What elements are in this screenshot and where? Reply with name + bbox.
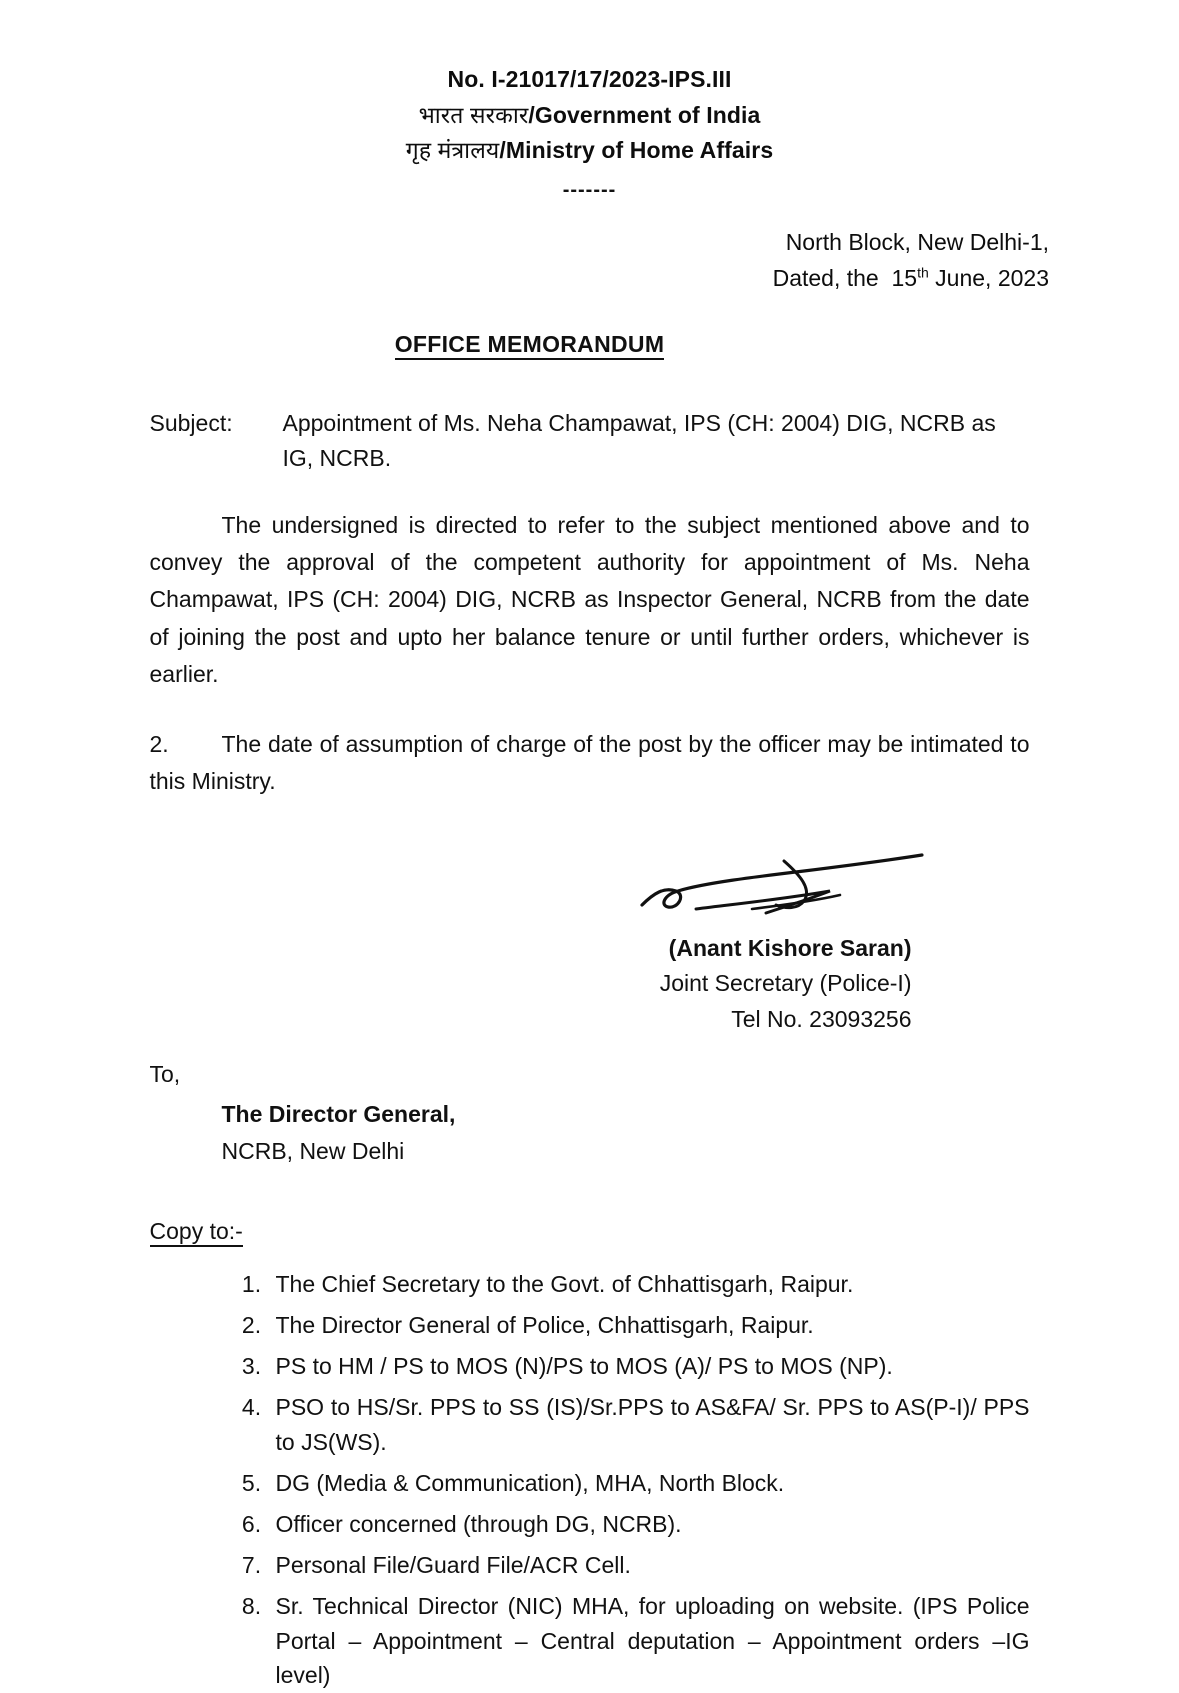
addressee-line-2: NCRB, New Delhi [221, 1138, 405, 1165]
paragraph-2-text: The date of assumption of charge of the post by the officer may be intimated to this Ministry. [149, 731, 1030, 795]
list-item: 3. PS to HM / PS to MOS (N)/PS to MOS (A)/ PS to MOS (NP). [268, 1349, 1030, 1384]
signatory-block [150, 931, 1030, 1038]
subject-text: Appointment of Ms. Neha Champawat, IPS (CH: 2004) DIG, NCRB as IG, NCRB. [282, 409, 996, 472]
paragraph-2-number: 2. [149, 731, 169, 758]
date-superscript: th [917, 264, 929, 281]
subject-row [150, 406, 1030, 477]
header-divider: ------- [562, 178, 617, 201]
list-item: 1. The Chief Secretary to the Govt. of Chhattisgarh, Raipur. [268, 1267, 1030, 1302]
addressee-line-1: The Director General, [221, 1101, 456, 1128]
list-item: 6. Officer concerned (through DG, NCRB). [268, 1507, 1030, 1542]
address-place: North Block, New Delhi-1, [785, 228, 1049, 255]
signatory-designation: Joint Secretary (Police-I) [659, 970, 912, 997]
paragraph-2 [150, 726, 1030, 801]
addressee-to: To, [149, 1060, 181, 1087]
ministry-line: गृह मंत्रालय/Ministry of Home Affairs [405, 137, 774, 164]
government-line: भारत सरकार/Government of India [418, 101, 761, 128]
signatory-telephone: Tel No. 23093256 [731, 1005, 912, 1032]
address-date [0, 260, 1049, 296]
page-title [0, 331, 1179, 358]
copy-to-heading [150, 1218, 1030, 1245]
list-item: 4. PSO to HS/Sr. PPS to SS (IS)/Sr.PPS to AS&FA/ Sr. PPS to AS(P-I)/ PPS to JS(WS). [268, 1390, 1030, 1460]
addressee-block [150, 1056, 1030, 1170]
government-devanagari: भारत सरकार [418, 101, 529, 128]
list-item: 8. Sr. Technical Director (NIC) MHA, for uploading on website. (IPS Police Portal – Appointment – Central deputation – Appointment orders –IG level) [268, 1589, 1030, 1693]
copy-to-list [150, 1267, 1030, 1693]
list-item: 5. DG (Media & Communication), MHA, North Block. [268, 1466, 1030, 1501]
document-header [0, 62, 1179, 202]
ministry-english: Ministry of Home Affairs [505, 137, 774, 164]
address-block [0, 224, 1179, 297]
paragraph-1: The undersigned is directed to refer to the subject mentioned above and to convey the approval of the competent authority for appointment of Ms. Neha Champawat, IPS (CH: 2004) DIG, NCRB as Inspector General, NCRB from the date of joining the post and upto her balance tenure or until further orders, whichever is earlier. [149, 511, 1030, 687]
signatory-name: (Anant Kishore Saran) [668, 934, 912, 961]
government-english: Government of India [534, 101, 761, 128]
signature-area [150, 843, 1030, 935]
date-day: 15 [891, 265, 918, 292]
subject-label: Subject: [149, 409, 233, 436]
ministry-devanagari: गृह मंत्रालय [405, 137, 500, 164]
list-item: 2. The Director General of Police, Chhattisgarh, Raipur. [268, 1308, 1030, 1343]
file-number: No. I-21017/17/2023-IPS.III [447, 66, 732, 92]
date-prefix: Dated, the [772, 265, 879, 292]
page-title-text: OFFICE MEMORANDUM [395, 331, 665, 360]
date-rest: June, 2023 [935, 265, 1049, 292]
document-body [150, 406, 1030, 1693]
copy-to-heading-text: Copy to:- [150, 1218, 243, 1247]
document-page [0, 62, 1179, 1689]
addressee-lines [222, 1096, 1030, 1170]
list-item: 7. Personal File/Guard File/ACR Cell. [268, 1548, 1030, 1583]
handwritten-signature-icon [634, 843, 934, 935]
